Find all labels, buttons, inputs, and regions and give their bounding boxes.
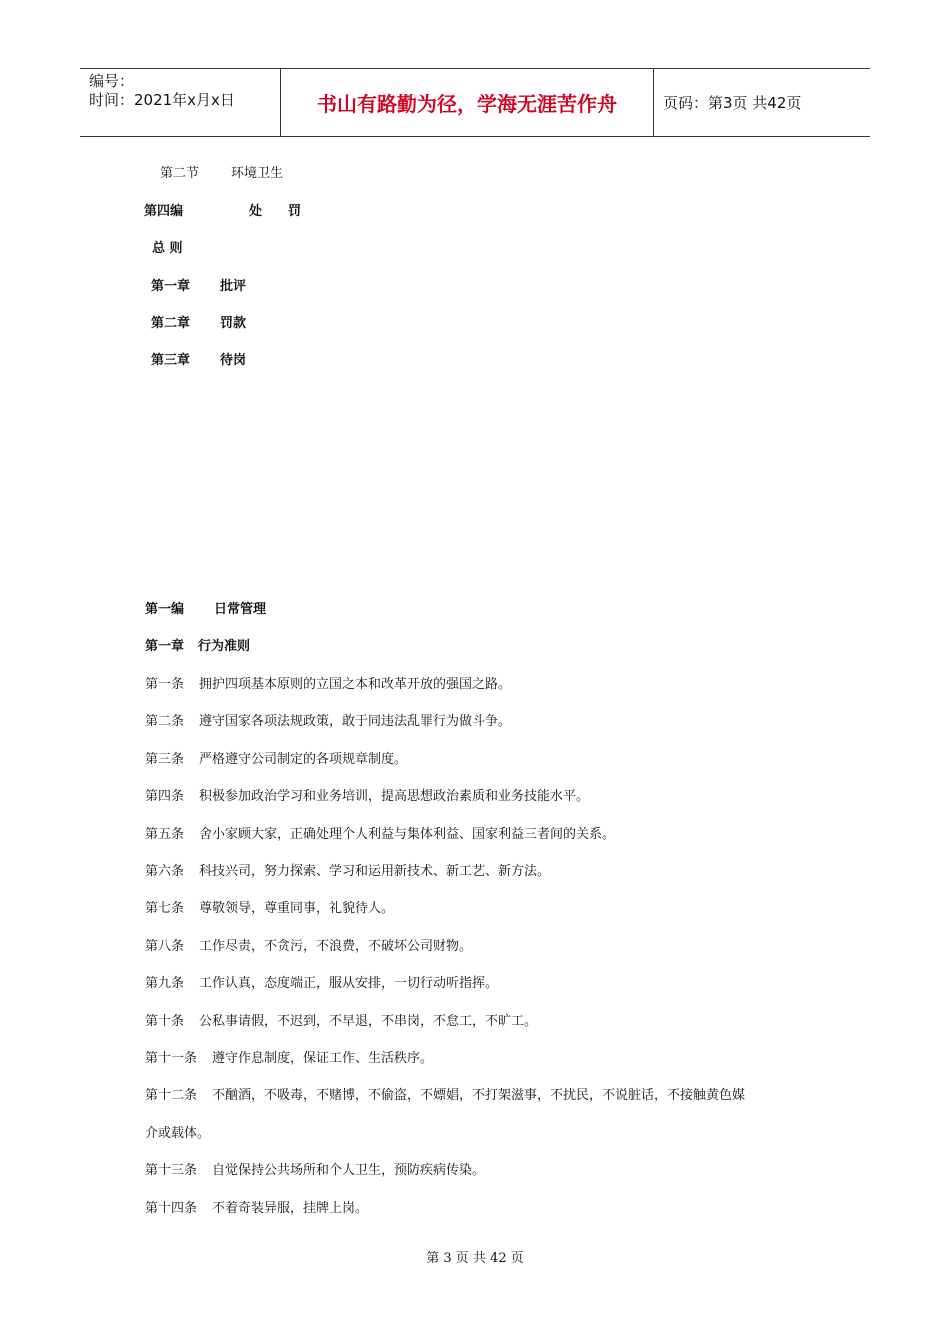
article-line [145,860,550,879]
article-number: 第四条 [145,789,185,804]
toc-general: 总 则 [152,241,183,256]
article-line [145,935,472,954]
article-line [145,673,511,692]
header-meta [80,69,281,136]
toc-section2: 第二节 环境卫生 [160,166,284,181]
article-text: 不酗酒，不吸毒，不赌博，不偷盗，不嫖娼，不打架滋事，不扰民，不说脏话，不接触黄色媒 [212,1088,746,1103]
article-text: 工作尽责，不贪污，不浪费，不破坏公司财物。 [199,939,473,954]
article-text: 积极参加政治学习和业务培训，提高思想政治素质和业务技能水平。 [199,789,590,804]
article-line [145,972,498,991]
article-line [145,823,615,842]
article-line [145,785,589,804]
page-footer: 第 3 页 共 42 页 [426,1251,524,1266]
article-number: 第三条 [145,752,185,767]
article-text: 尊敬领导，尊重同事，礼貌待人。 [199,901,395,916]
article-number: 第九条 [145,976,185,991]
article-text: 公私事请假，不迟到，不早退，不串岗，不怠工，不旷工。 [199,1014,538,1029]
toc-chapter3: 第三章 待岗 [151,353,247,368]
article-line [145,710,511,729]
toc-chapter1: 第一章 批评 [151,279,247,294]
article-line [145,748,407,767]
time-label: 时间：2021年x月x日 [89,91,235,109]
page-header [80,68,870,137]
article-number: 第一条 [145,677,185,692]
article-number: 第十四条 [145,1201,198,1216]
article-number: 第五条 [145,827,185,842]
article-text: 不着奇装异服，挂牌上岗。 [212,1201,369,1216]
article-text: 工作认真，态度端正，服从安排，一切行动听指挥。 [199,976,499,991]
chapter1-heading: 第一章 行为准则 [145,639,251,654]
header-page-info: 页码：第3页 共42页 [663,94,802,112]
article-line [145,1010,537,1029]
article-number: 第二条 [145,714,185,729]
article-text: 自觉保持公共场所和个人卫生，预防疾病传染。 [212,1163,486,1178]
article-number: 第十条 [145,1014,185,1029]
article-text: 严格遵守公司制定的各项规章制度。 [199,752,408,767]
article-number: 第七条 [145,901,185,916]
toc-part4: 第四编 处 罚 [144,204,302,219]
article-number: 第十一条 [145,1051,198,1066]
article-line [145,1047,433,1066]
article-line [145,1197,368,1216]
article-number: 第八条 [145,939,185,954]
article-text: 介或载体。 [145,1126,211,1141]
article-number: 第十三条 [145,1163,198,1178]
article-text: 舍小家顾大家，正确处理个人利益与集体利益、国家利益三者间的关系。 [199,827,616,842]
article-line [145,897,394,916]
part1-heading: 第一编 日常管理 [145,602,267,617]
article-line [145,1084,745,1103]
toc-chapter2: 第二章 罚款 [151,316,247,331]
article-text: 遵守国家各项法规政策，敢于同违法乱罪行为做斗争。 [199,714,512,729]
article-number: 第十二条 [145,1088,198,1103]
article-number: 第六条 [145,864,185,879]
article-line [145,1159,485,1178]
number-label: 编号： [89,72,135,90]
article-text: 拥护四项基本原则的立国之本和改革开放的强国之路。 [199,677,512,692]
article-text: 遵守作息制度，保证工作、生活秩序。 [212,1051,434,1066]
article-continuation [145,1122,210,1141]
header-motto: 书山有路勤为径，学海无涯苦作舟 [281,69,654,136]
article-text: 科技兴司，努力探索、学习和运用新技术、新工艺、新方法。 [199,864,551,879]
